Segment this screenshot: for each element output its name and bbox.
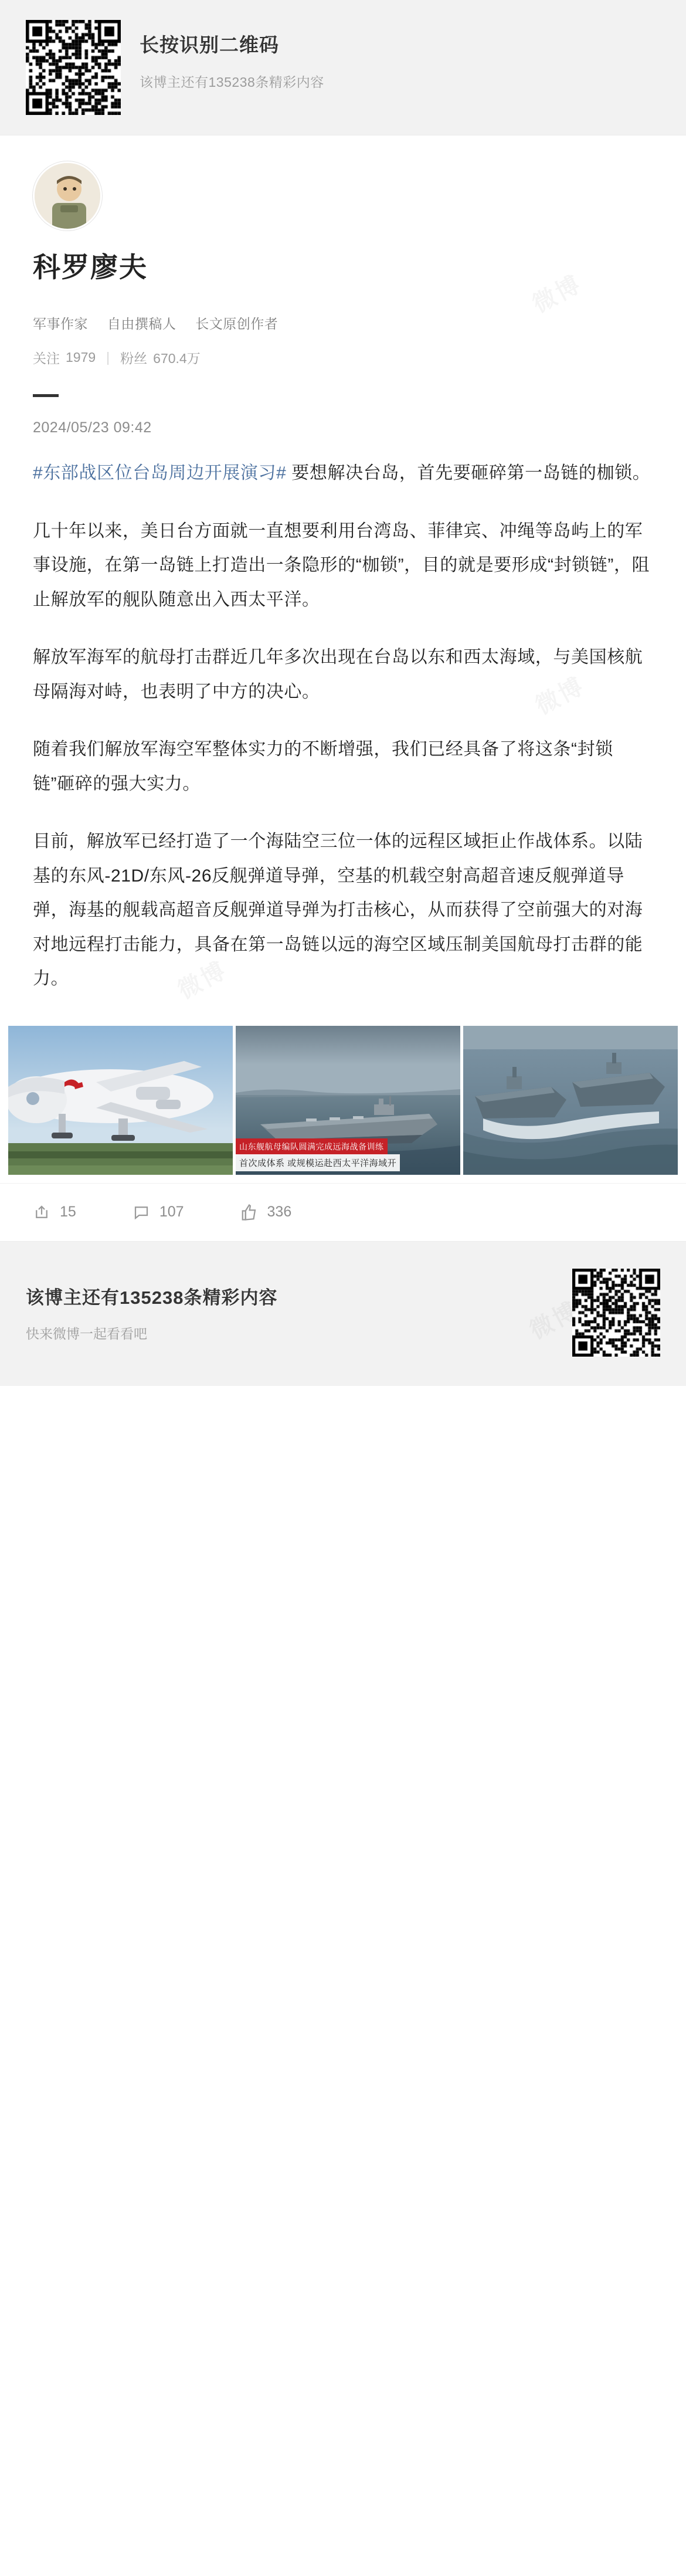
top-banner-title: 长按识别二维码 [140,34,279,56]
section-divider [33,394,59,397]
bottom-qr-banner [0,1241,686,1386]
post-paragraph: 随着我们解放军海空军整体实力的不断增强，我们已经具备了将这条“封锁链”砸碎的强大实力。 [33,740,613,794]
follow-label: 关注 [33,351,60,366]
post-paragraph: 目前，解放军已经打造了一个海陆空三位一体的远程区域拒止作战体系。以陆基的东风-21D/东风-26反舰弹道导弹，空基的机载空射高超音速反舰弹道导弹，海基的舰载高超音反舰弹道导弹为打击核心，从而获得了空前强大的对海对地远程打击能力，具备在第一岛链以远的海空区域压制美国航母打击群的能力。 [33,832,643,988]
author-descriptor-0: 军事作家 [33,316,88,331]
author-descriptor-2: 长文原创作者 [195,316,279,331]
comment-button[interactable] [133,1204,184,1221]
share-button[interactable] [33,1204,76,1221]
post-body [0,436,686,996]
fans-label: 粉丝 [120,351,148,366]
warships-illustration [463,1026,678,1175]
author-name: 科罗廖夫 [33,252,148,283]
bomber-aircraft-photo[interactable] [8,1026,233,1175]
author-descriptor-1: 自由撰稿人 [107,316,176,331]
post-timestamp: 2024/05/23 09:42 [33,419,152,436]
post-lead-text: 要想解决台岛，首先要砸碎第一岛链的枷锁。 [286,463,651,483]
avatar[interactable] [33,161,102,231]
qr-code-icon [572,1269,660,1357]
stats-separator: | [106,350,110,365]
image-caption-white: 首次成体系 或规模运赴西太平洋海域开 [236,1154,400,1171]
avatar-icon [33,161,102,231]
top-banner-subtitle: 该博主还有135238条精彩内容 [140,74,324,90]
top-qr-banner [0,0,686,135]
image-row [0,1020,686,1175]
aircraft-carrier-photo[interactable] [236,1026,460,1175]
author-name-row [33,246,653,285]
post-paragraph: 解放军海军的航母打击群近几年多次出现在台岛以东和西太海域，与美国核航母隔海对峙，也表明了中方的决心。 [33,648,643,701]
follow-count: 1979 [66,350,96,365]
author-stats [33,348,653,367]
comment-icon [133,1204,150,1221]
bottom-banner-subtitle: 快来微博一起看看吧 [26,1326,147,1341]
author-descriptors [33,313,653,333]
comment-count: 107 [159,1204,184,1220]
share-count: 15 [60,1204,76,1220]
post-paragraph-lead [33,456,653,491]
fans-count: 670.4万 [153,351,201,366]
like-button[interactable] [240,1204,292,1221]
share-icon [33,1204,50,1221]
avatar-illustration-icon [35,163,102,231]
bomber-aircraft-illustration [8,1026,233,1175]
action-bar [0,1183,686,1241]
post-paragraph: 几十年以来，美日台方面就一直想要利用台湾岛、菲律宾、冲绳等岛屿上的军事设施，在第一岛链上打造出一条隐形的“枷锁”，目的就是要形成“封锁链”，阻止解放军的舰队随意出入西太平洋。 [33,521,650,609]
post-card [0,135,686,1241]
image-caption-red: 山东舰航母编队圆满完成远海战备训练 [236,1138,388,1155]
bottom-banner-text [26,1283,277,1343]
like-icon [240,1204,258,1221]
top-banner-text [140,20,324,91]
author-block [0,135,686,367]
like-count: 336 [267,1204,292,1220]
warships-photo[interactable] [463,1026,678,1175]
qr-code-icon [26,20,121,115]
bottom-banner-title: 该博主还有135238条精彩内容 [26,1287,278,1308]
topic-link[interactable]: #东部战区位台岛周边开展演习# [33,463,287,483]
